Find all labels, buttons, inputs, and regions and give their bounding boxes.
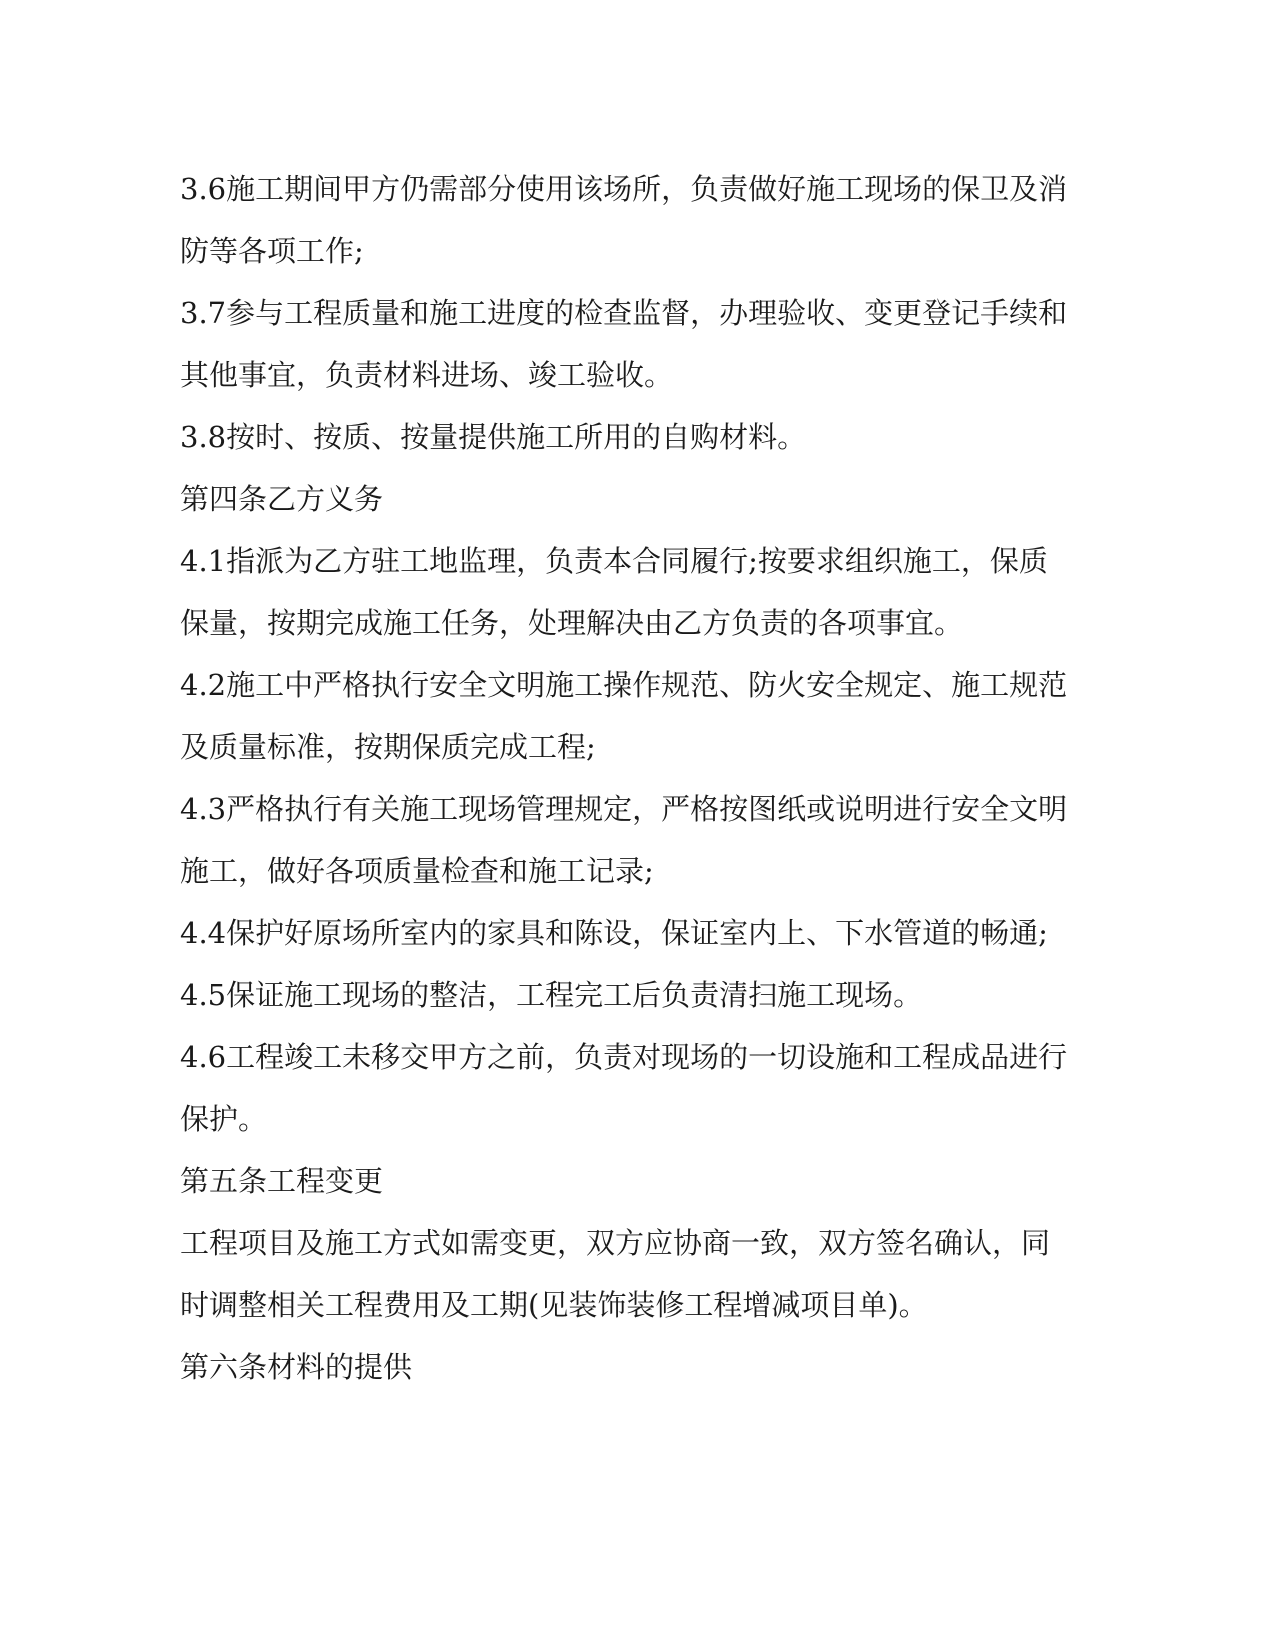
- text-line: 4.5保证施工现场的整洁，工程完工后负责清扫施工现场。: [180, 978, 923, 1012]
- section-heading: 第六条材料的提供: [180, 1350, 413, 1384]
- text-line: 4.1指派为乙方驻工地监理，负责本合同履行;按要求组织施工，保质: [180, 544, 1048, 578]
- text-line: 3.7参与工程质量和施工进度的检查监督，办理验收、变更登记手续和: [180, 296, 1068, 330]
- section-heading: 第五条工程变更: [180, 1164, 384, 1198]
- section-heading: 第四条乙方义务: [180, 482, 384, 516]
- text-line: 及质量标准，按期保质完成工程;: [180, 730, 596, 764]
- text-line: 其他事宜，负责材料进场、竣工验收。: [180, 358, 674, 392]
- text-line: 保护。: [180, 1102, 268, 1136]
- text-line: 施工，做好各项质量检查和施工记录;: [180, 854, 654, 888]
- text-line: 时调整相关工程费用及工期(见装饰装修工程增减项目单)。: [180, 1288, 928, 1322]
- text-line: 3.8按时、按质、按量提供施工所用的自购材料。: [180, 420, 807, 454]
- text-line: 4.4保护好原场所室内的家具和陈设，保证室内上、下水管道的畅通;: [180, 916, 1048, 950]
- text-line: 4.2施工中严格执行安全文明施工操作规范、防火安全规定、施工规范: [180, 668, 1068, 702]
- document-body: [180, 158, 1068, 1398]
- text-line: 防等各项工作;: [180, 234, 364, 268]
- text-line: 工程项目及施工方式如需变更，双方应协商一致，双方签名确认，同: [180, 1226, 1051, 1260]
- text-line: 4.3严格执行有关施工现场管理规定，严格按图纸或说明进行安全文明: [180, 792, 1068, 826]
- text-line: 4.6工程竣工未移交甲方之前，负责对现场的一切设施和工程成品进行: [180, 1040, 1068, 1074]
- text-line: 3.6施工期间甲方仍需部分使用该场所，负责做好施工现场的保卫及消: [180, 172, 1068, 206]
- text-line: 保量，按期完成施工任务，处理解决由乙方负责的各项事宜。: [180, 606, 964, 640]
